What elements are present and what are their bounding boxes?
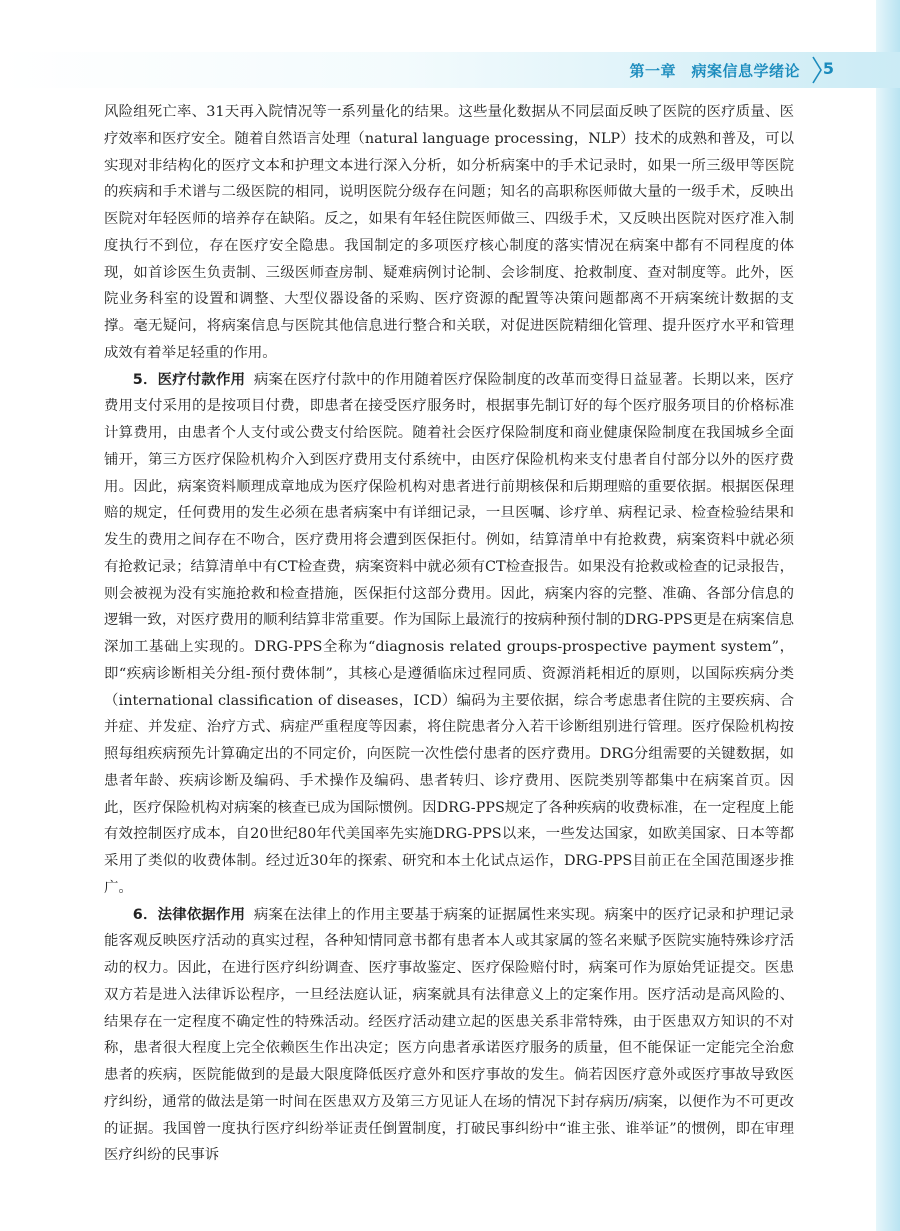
body-text xyxy=(104,99,794,1169)
page-number: 5 xyxy=(822,59,834,78)
section-heading: 5．医疗付款作用 xyxy=(132,371,246,388)
paragraph-text: 病案在法律上的作用主要基于病案的证据属性来实现。病案中的医疗记录和护理记录能客观反映医疗活动的真实过程，各种知情同意书都有患者本人或其家属的签名来赋予医院实施特殊诊疗活动的权力。因此，在进行医疗纠纷调查、医疗事故鉴定、医疗保险赔付时，病案可作为原始凭证提交。医患双方若是进入法律诉讼程序，一旦经法庭认证，病案就具有法律意义上的定案作用。医疗活动是高风险的、结果存在一定程度不确定性的特殊活动。经医疗活动建立起的医患关系非常特殊，由于医患双方知识的不对称，患者很大程度上完全依赖医生作出决定；医方向患者承诺医疗服务的质量，但不能保证一定能完全治愈患者的疾病，医院能做到的是最大限度降低医疗意外和医疗事故的发生。倘若因医疗意外或医疗事故导致医疗纠纷，通常的做法是第一时间在医患双方及第三方见证人在场的情况下封存病历/病案，以便作为不可更改的证据。我国曾一度执行医疗纠纷举证责任倒置制度，打破民事纠纷中“谁主张、谁举证”的惯例，即在审理医疗纠纷的民事诉 xyxy=(104,906,794,1164)
paragraph-legal-basis xyxy=(104,902,794,1170)
section-heading: 6．法律依据作用 xyxy=(132,906,246,923)
paragraph-continuation xyxy=(104,99,794,367)
paragraph-text: 病案在医疗付款中的作用随着医疗保险制度的改革而变得日益显著。长期以来，医疗费用支付采用的是按项目付费，即患者在接受医疗服务时，根据事先制订好的每个医疗服务项目的价格标准计算费用，由患者个人支付或公费支付给医院。随着社会医疗保险制度和商业健康保险制度在我国城乡全面铺开，第三方医疗保险机构介入到医疗费用支付系统中，由医疗保险机构来支付患者自付部分以外的医疗费用。因此，病案资料顺理成章地成为医疗保险机构对患者进行前期核保和后期理赔的重要依据。根据医保理赔的规定，任何费用的发生必须在患者病案中有详细记录，一旦医嘱、诊疗单、病程记录、检查检验结果和发生的费用之间存在不吻合，医疗费用将会遭到医保拒付。例如，结算清单中有抢救费，病案资料中就必须有抢救记录；结算清单中有CT检查费，病案资料中就必须有CT检查报告。如果没有抢救或检查的记录报告，则会被视为没有实施抢救和检查措施，医保拒付这部分费用。因此，病案内容的完整、准确、各部分信息的逻辑一致，对医疗费用的顺利结算非常重要。作为国际上最流行的按病种预付制的DRG-PPS更是在病案信息深加工基础上实现的。DRG-PPS全称为“diagnosis related groups-prospective payment system”，即“疾病诊断相关分组-预付费体制”，其核心是遵循临床过程同质、资源消耗相近的原则，以国际疾病分类（international classification of diseases，ICD）编码为主要依据，综合考虑患者住院的主要疾病、合并症、并发症、治疗方式、病症严重程度等因素，将住院患者分入若干诊断组别进行管理。医疗保险机构按照每组疾病预先计算确定出的不同定价，向医院一次性偿付患者的医疗费用。DRG分组需要的关键数据，如患者年龄、疾病诊断及编码、手术操作及编码、患者转归、诊疗费用、医院类别等都集中在病案首页。因此，医疗保险机构对病案的核查已成为国际惯例。因DRG-PPS规定了各种疾病的收费标准，在一定程度上能有效控制医疗成本，自20世纪80年代美国率先实施DRG-PPS以来，一些发达国家，如欧美国家、日本等都采用了类似的收费体制。经过近30年的探索、研究和本土化试点运作，DRG-PPS目前正在全国范围逐步推广。 xyxy=(104,371,794,896)
right-edge-strip xyxy=(876,0,900,1231)
paragraph-text: 风险组死亡率、31天再入院情况等一系列量化的结果。这些量化数据从不同层面反映了医院的医疗质量、医疗效率和医疗安全。随着自然语言处理（natural language processing，NLP）技术的成熟和普及，可以实现对非结构化的医疗文本和护理文本进行深入分析，如分析病案中的手术记录时，如果一所三级甲等医院的疾病和手术谱与二级医院的相同，说明医院分级存在问题；知名的高职称医师做大量的一级手术，反映出医院对年轻医师的培养存在缺陷。反之，如果有年轻住院医师做三、四级手术，又反映出医院对医疗准入制度执行不到位，存在医疗安全隐患。我国制定的多项医疗核心制度的落实情况在病案中都有不同程度的体现，如首诊医生负责制、三级医师查房制、疑难病例讨论制、会诊制度、抢救制度、查对制度等。此外，医院业务科室的设置和调整、大型仪器设备的采购、医疗资源的配置等决策问题都离不开病案统计数据的支撑。毫无疑问，将病案信息与医院其他信息进行整合和关联，对促进医院精细化管理、提升医疗水平和管理成效有着举足轻重的作用。 xyxy=(104,104,794,361)
chapter-title: 第一章 病案信息学绪论 xyxy=(629,62,800,80)
paragraph-medical-payment xyxy=(104,367,794,902)
